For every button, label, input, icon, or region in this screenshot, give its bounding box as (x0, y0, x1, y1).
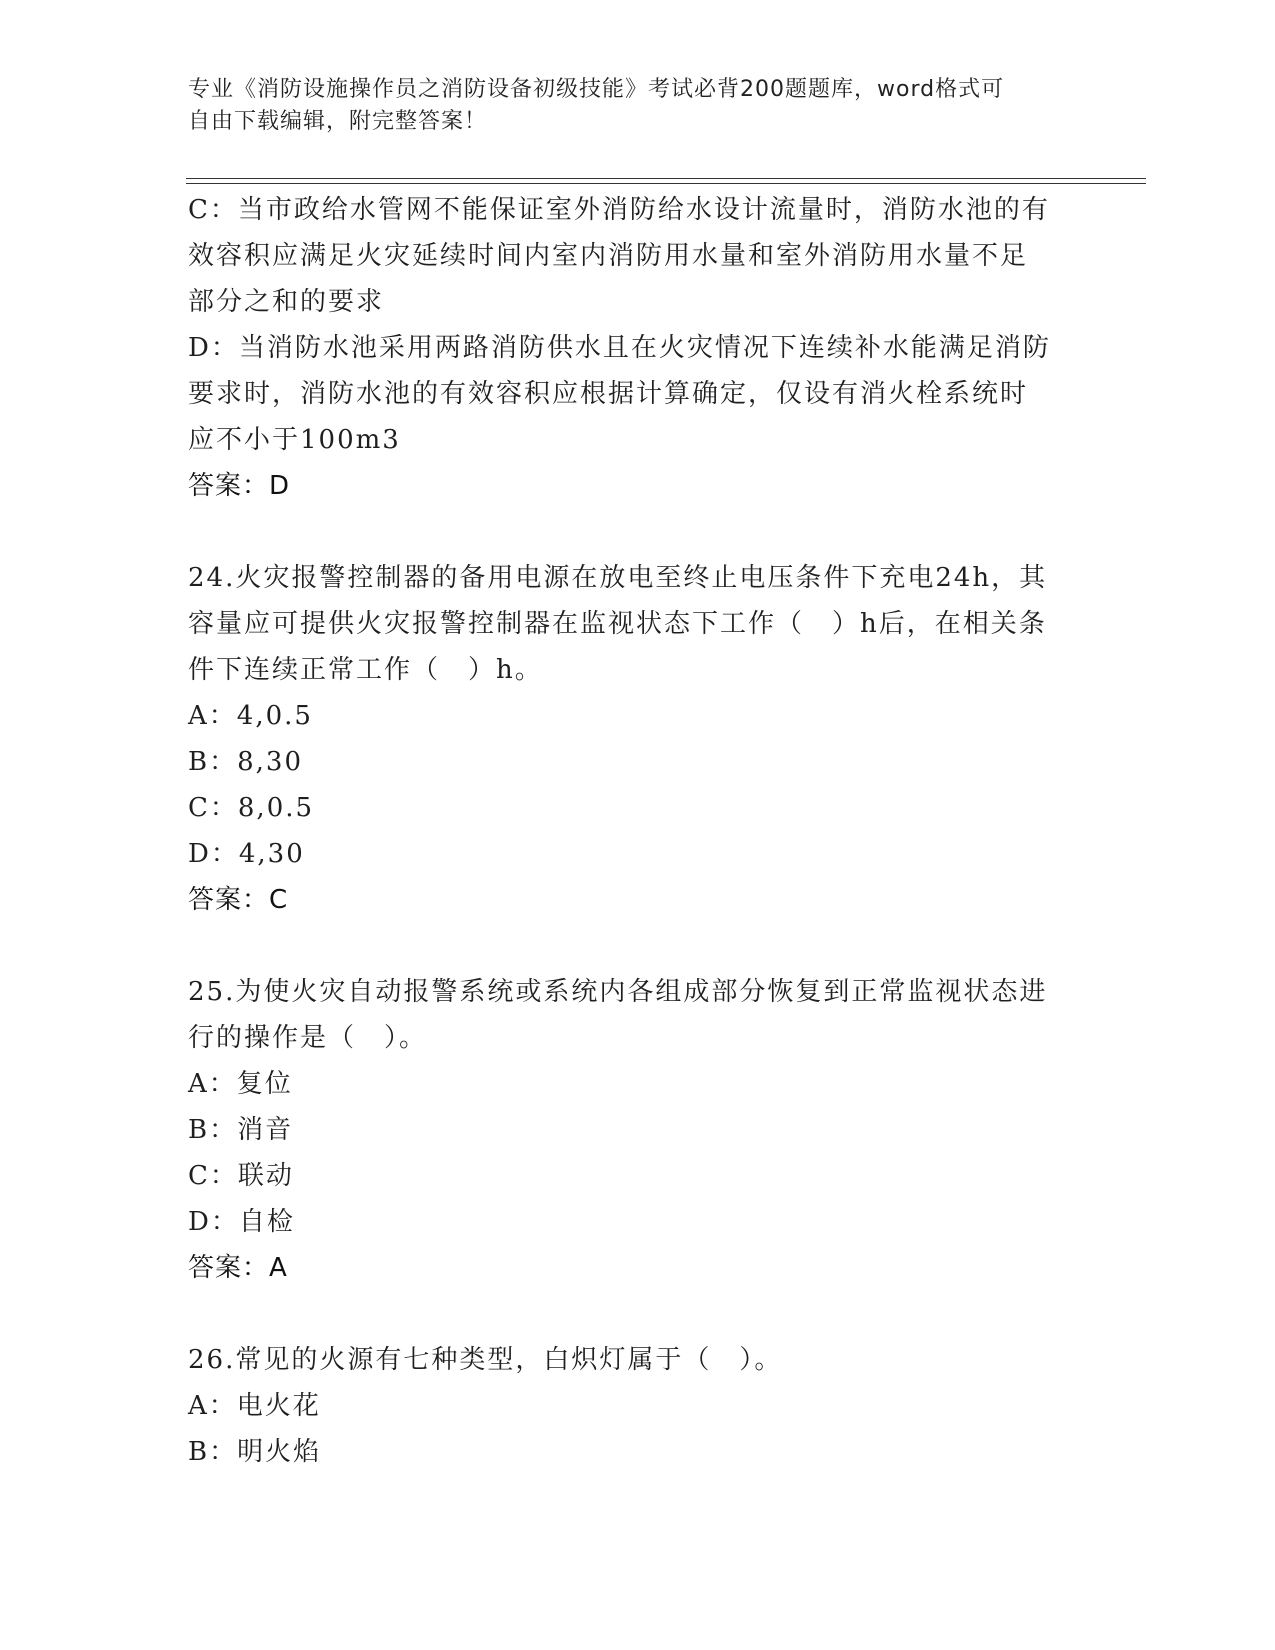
option-d-line: 要求时，消防水池的有效容积应根据计算确定，仅设有消火栓系统时 (188, 379, 1029, 409)
question-content (188, 187, 1088, 1475)
option-b: B：消音 (188, 1115, 294, 1145)
spacer (188, 923, 1088, 969)
option-d-line: D：当消防水池采用两路消防供水且在火灾情况下连续补水能满足消防 (188, 333, 1051, 363)
question-stem-line: 26.常见的火源有七种类型，白炽灯属于（ ）。 (188, 1345, 783, 1375)
option-b: B：明火焰 (188, 1437, 322, 1467)
option-c-line: C：当市政给水管网不能保证室外消防给水设计流量时，消防水池的有 (188, 195, 1050, 225)
option-c: C：8,0.5 (188, 793, 315, 823)
option-a: A：复位 (188, 1069, 293, 1099)
option-d: D：4,30 (188, 839, 305, 869)
answer-label: 答案：C (188, 885, 289, 915)
option-b: B：8,30 (188, 747, 303, 777)
question-24 (188, 555, 1088, 923)
question-23-tail (188, 187, 1088, 509)
option-c-line: 效容积应满足火灾延续时间内室内消防用水量和室外消防用水量不足 (188, 241, 1029, 271)
question-stem-line: 件下连续正常工作（ ）h。 (188, 655, 543, 685)
option-c: C：联动 (188, 1161, 294, 1191)
option-a: A：4,0.5 (188, 701, 313, 731)
question-26 (188, 1337, 1088, 1475)
header-divider-bottom (186, 183, 1146, 184)
question-25 (188, 969, 1088, 1291)
question-stem-line: 行的操作是（ ）。 (188, 1023, 428, 1053)
document-header (188, 74, 1068, 138)
header-divider-top (186, 178, 1146, 179)
answer-label: 答案：A (188, 1253, 288, 1283)
question-stem-line: 25.为使火灾自动报警系统或系统内各组成部分恢复到正常监视状态进 (188, 977, 1048, 1007)
question-stem-line: 24.火灾报警控制器的备用电源在放电至终止电压条件下充电24h，其 (188, 563, 1048, 593)
question-stem-line: 容量应可提供火灾报警控制器在监视状态下工作（ ）h后，在相关条 (188, 609, 1047, 639)
answer-label: 答案：D (188, 471, 291, 501)
option-a: A：电火花 (188, 1391, 321, 1421)
header-line-1: 专业《消防设施操作员之消防设备初级技能》考试必背200题题库，word格式可 (188, 77, 1005, 102)
spacer (188, 1291, 1088, 1337)
header-line-2: 自由下载编辑，附完整答案！ (188, 109, 488, 134)
spacer (188, 509, 1088, 555)
option-d-line: 应不小于100m3 (188, 425, 401, 455)
option-c-line: 部分之和的要求 (188, 287, 385, 317)
option-d: D：自检 (188, 1207, 295, 1237)
